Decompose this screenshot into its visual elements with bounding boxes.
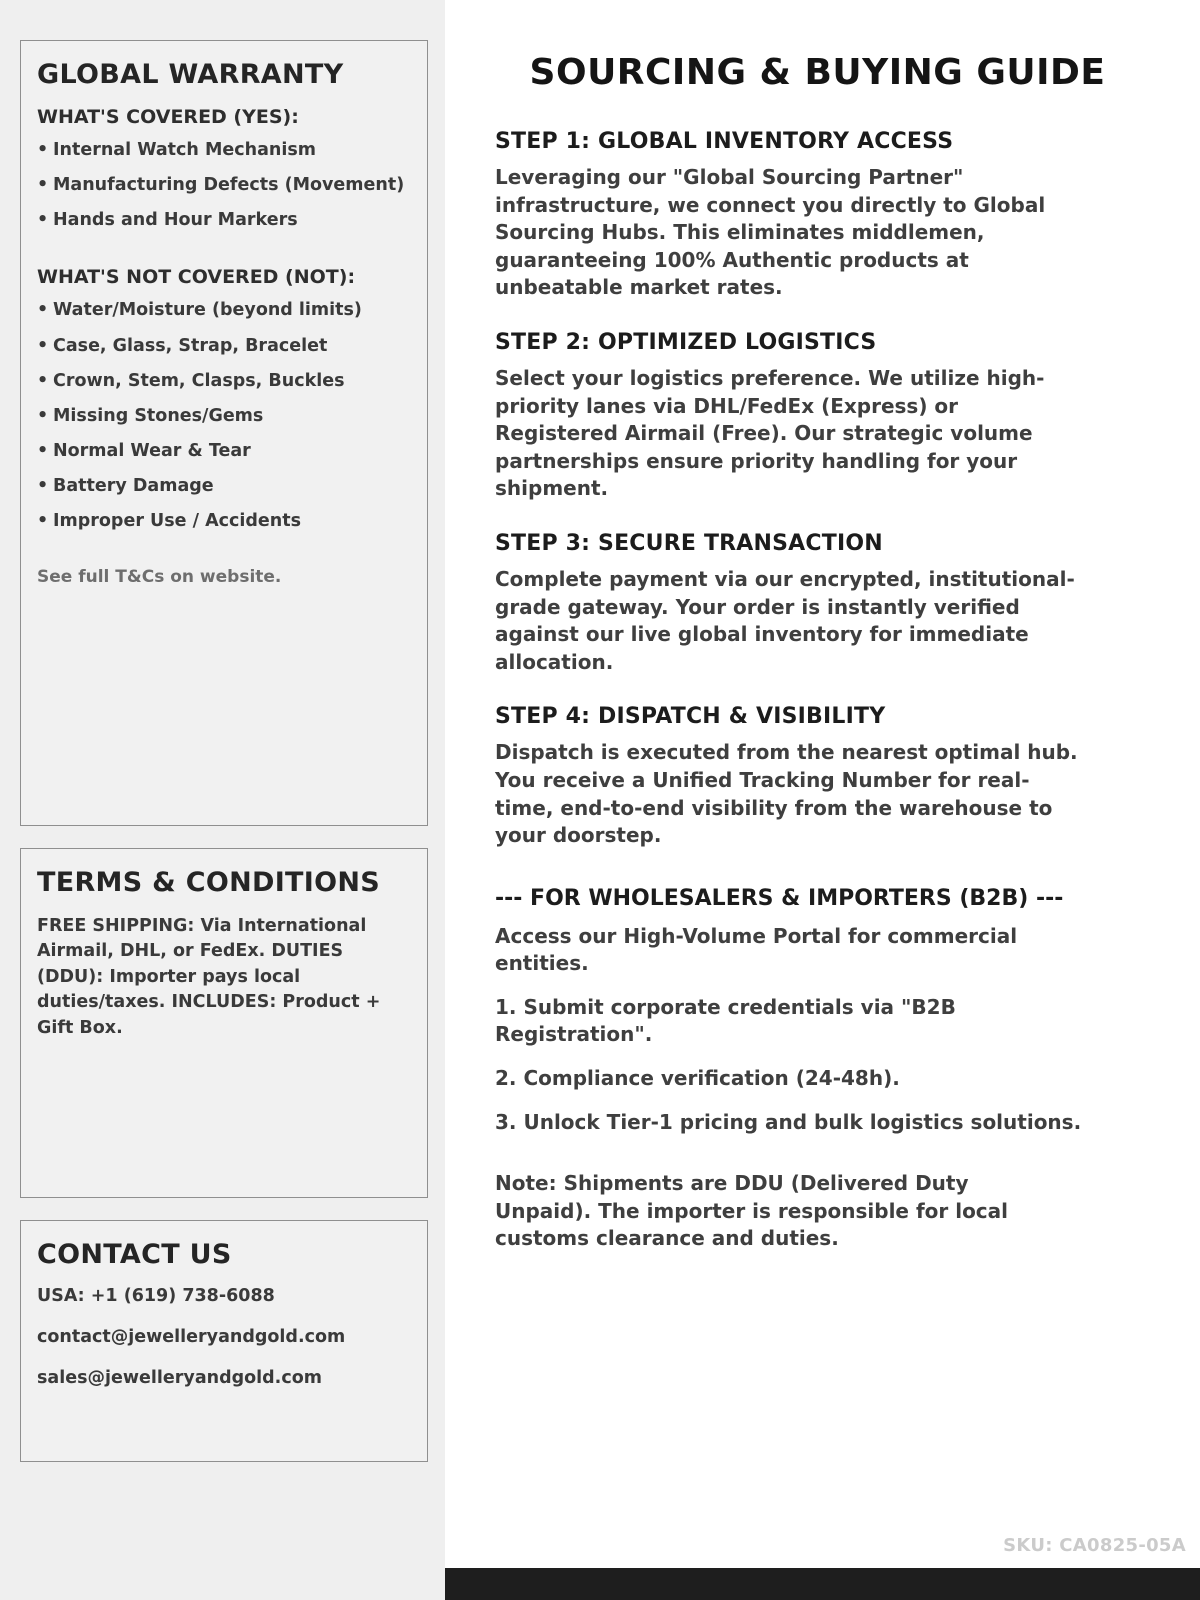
covered-list bbox=[37, 140, 411, 230]
list-item: • Internal Watch Mechanism bbox=[37, 140, 411, 160]
step-1-section bbox=[495, 129, 1085, 302]
b2b-heading: --- FOR WHOLESALERS & IMPORTERS (B2B) --- bbox=[495, 885, 1064, 911]
contact-panel bbox=[20, 1220, 428, 1462]
list-item: • Improper Use / Accidents bbox=[37, 511, 411, 531]
sidebar bbox=[0, 0, 445, 1600]
contact-title: CONTACT US bbox=[37, 1239, 232, 1270]
b2b-section bbox=[495, 886, 1085, 1137]
step-2-section bbox=[495, 330, 1085, 503]
warranty-panel bbox=[20, 40, 428, 826]
b2b-intro: Access our High-Volume Portal for commercial entities. bbox=[495, 923, 1018, 976]
list-item: • Crown, Stem, Clasps, Buckles bbox=[37, 371, 411, 391]
step-2-body: Select your logistics preference. We utilize high-priority lanes via DHL/FedEx (Express) or Registered Airmail (Free). Our strategic volume partnerships ensure priority handling for your shipment. bbox=[495, 365, 1045, 501]
not-covered-heading: WHAT'S NOT COVERED (NOT): bbox=[37, 266, 356, 289]
step-1-heading: STEP 1: GLOBAL INVENTORY ACCESS bbox=[495, 129, 954, 154]
list-item: • Hands and Hour Markers bbox=[37, 210, 411, 230]
ddu-note: Note: Shipments are DDU (Delivered Duty Unpaid). The importer is responsible for local customs clearance and duties. bbox=[495, 1171, 1009, 1251]
contact-email-primary: contact@jewelleryandgold.com bbox=[37, 1327, 346, 1347]
main-content bbox=[445, 0, 1200, 1253]
contact-phone: USA: +1 (619) 738-6088 bbox=[37, 1286, 275, 1306]
step-4-body: Dispatch is executed from the nearest optimal hub. You receive a Unified Tracking Number for real-time, end-to-end visibility from the warehouse to your doorstep. bbox=[495, 740, 1078, 848]
covered-heading: WHAT'S COVERED (YES): bbox=[37, 106, 299, 128]
page-title: SOURCING & BUYING GUIDE bbox=[529, 52, 1106, 93]
step-3-section bbox=[495, 531, 1085, 676]
step-3-body: Complete payment via our encrypted, institutional-grade gateway. Your order is instantly verified against our live global inventory for immediate allocation. bbox=[495, 566, 1075, 674]
b2b-step-2: 2. Compliance verification (24-48h). bbox=[495, 1066, 900, 1091]
list-item: • Water/Moisture (beyond limits) bbox=[37, 300, 411, 320]
terms-panel bbox=[20, 848, 428, 1198]
b2b-step-1: 1. Submit corporate credentials via "B2B Registration". bbox=[495, 994, 956, 1047]
warranty-footnote: See full T&Cs on website. bbox=[37, 567, 282, 588]
list-item: • Missing Stones/Gems bbox=[37, 406, 411, 426]
not-covered-list bbox=[37, 300, 411, 531]
footer-bar bbox=[445, 1568, 1200, 1600]
list-item: • Case, Glass, Strap, Bracelet bbox=[37, 336, 411, 356]
step-3-heading: STEP 3: SECURE TRANSACTION bbox=[495, 530, 883, 556]
sku-label: SKU: CA0825-05A bbox=[1003, 1535, 1186, 1556]
b2b-step-3: 3. Unlock Tier-1 pricing and bulk logistics solutions. bbox=[495, 1109, 1082, 1134]
contact-email-sales: sales@jewelleryandgold.com bbox=[37, 1368, 322, 1388]
terms-body: FREE SHIPPING: Via International Airmail, DHL, or FedEx. DUTIES (DDU): Importer pays local duties/taxes. INCLUDES: Product + Gift Box. bbox=[37, 916, 381, 1038]
list-item: • Battery Damage bbox=[37, 476, 411, 496]
step-1-body: Leveraging our "Global Sourcing Partner" infrastructure, we connect you directly to Global Sourcing Hubs. This eliminates middlemen, guaranteeing 100% Authentic products at unbeatable market rates. bbox=[495, 165, 1046, 300]
list-item: • Normal Wear & Tear bbox=[37, 441, 411, 461]
step-2-heading: STEP 2: OPTIMIZED LOGISTICS bbox=[495, 329, 877, 355]
list-item: • Manufacturing Defects (Movement) bbox=[37, 175, 411, 195]
warranty-title: GLOBAL WARRANTY bbox=[37, 59, 344, 90]
terms-title: TERMS & CONDITIONS bbox=[37, 867, 380, 898]
step-4-heading: STEP 4: DISPATCH & VISIBILITY bbox=[495, 704, 886, 730]
step-4-section bbox=[495, 704, 1085, 849]
